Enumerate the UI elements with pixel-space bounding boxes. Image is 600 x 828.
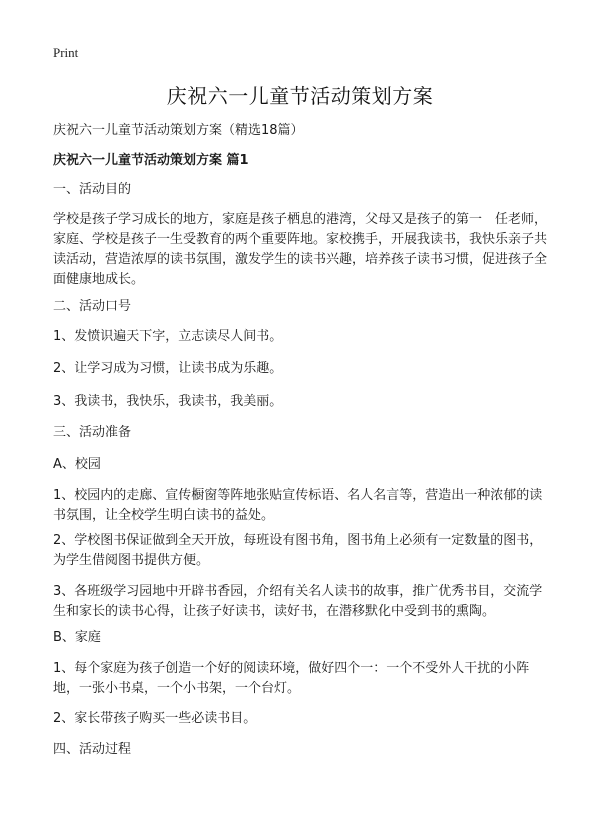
school-item-1: 1、校园内的走廊、宣传橱窗等阵地张贴宣传标语、名人名言等，营造出一种浓郁的读书氛围，让全校学生明白读书的益处。 xyxy=(53,488,543,523)
slogan-item-3: 3、我读书，我快乐，我读书，我美丽。 xyxy=(53,394,283,409)
heading-preparation: 三、活动准备 xyxy=(53,425,132,440)
slogan-item-1: 1、发愤识遍天下字，立志读尽人间书。 xyxy=(53,329,283,344)
print-link[interactable]: Print xyxy=(53,45,79,60)
heading-slogan: 二、活动口号 xyxy=(53,299,132,314)
school-item-2: 2、学校图书保证做到全天开放，每班设有图书角，图书角上必须有一定数量的图书，为学生借阅图书提供方便。 xyxy=(53,533,543,568)
home-item-1: 1、每个家庭为孩子创造一个好的阅读环境，做好四个一：一个不受外人干扰的小阵地，一张小书桌，一个小书架，一个台灯。 xyxy=(53,661,530,696)
paragraph-purpose: 学校是孩子学习成长的地方，家庭是孩子栖息的港湾，父母又是孩子的第一 任老师，家庭、学校是孩子一生受教育的两个重要阵地。家校携手，开展我读书，我快乐亲子共读活动，营造浓厚的读书氛围，激发学生的读书兴趣，培养孩子读书习惯，促进孩子全面健康地成长。 xyxy=(53,212,548,287)
subheading-school: A、校园 xyxy=(53,457,101,472)
school-item-3: 3、各班级学习园地中开辟书香园，介绍有关名人读书的故事，推广优秀书目，交流学生和家长的读书心得，让孩子好读书，读好书，在潜移默化中受到书的熏陶。 xyxy=(53,584,543,619)
home-item-2: 2、家长带孩子购买一些必读书目。 xyxy=(53,711,257,726)
section-heading: 庆祝六一儿童节活动策划方案 篇1 xyxy=(53,153,249,168)
heading-process: 四、活动过程 xyxy=(53,742,132,757)
slogan-item-2: 2、让学习成为习惯，让读书成为乐趣。 xyxy=(53,361,283,376)
heading-purpose: 一、活动目的 xyxy=(53,182,132,197)
subheading-home: B、家庭 xyxy=(53,630,101,645)
subtitle: 庆祝六一儿童节活动策划方案（精选18篇） xyxy=(53,123,304,138)
page-title: 庆祝六一儿童节活动策划方案 xyxy=(166,84,434,108)
